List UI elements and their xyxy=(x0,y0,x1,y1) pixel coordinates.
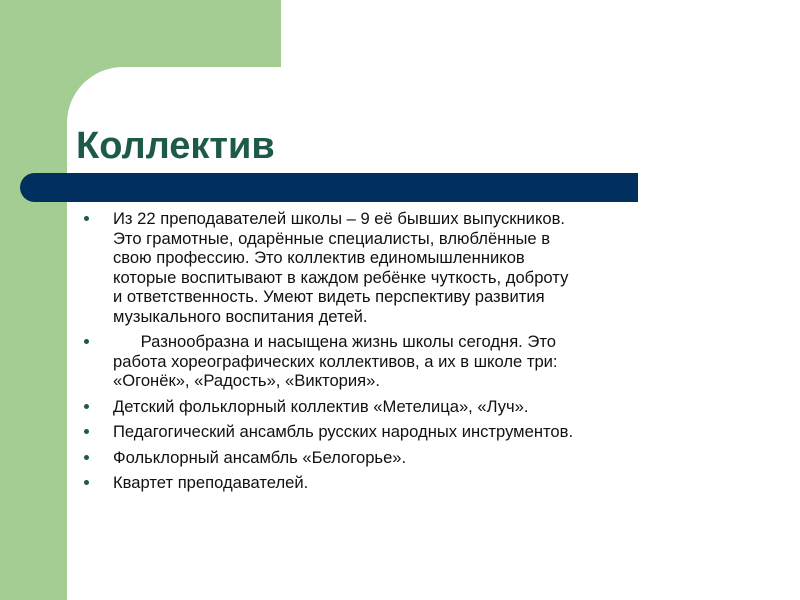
bullet-list xyxy=(84,209,734,499)
bullet-line: свою профессию. Это коллектив единомышленников xyxy=(113,248,525,267)
bullet-line: Из 22 преподавателей школы – 9 её бывших выпускников. xyxy=(113,209,566,228)
bullet-item xyxy=(84,473,734,493)
bullet-dot-icon xyxy=(84,429,89,434)
bullet-line: музыкального воспитания детей. xyxy=(113,306,368,326)
title-underline-bar xyxy=(20,173,638,202)
bullet-item xyxy=(84,332,734,391)
bullet-dot-icon xyxy=(84,404,89,409)
bullet-line: которые воспитывают в каждом ребёнке чуткость, доброту xyxy=(113,267,569,287)
bullet-line: Разнообразна и насыщена жизнь школы сегодня. Это xyxy=(113,332,556,351)
bullet-line: Детский фольклорный коллектив «Метелица», «Луч». xyxy=(113,396,529,416)
bullet-item xyxy=(84,209,734,326)
bullet-line: Фольклорный ансамбль «Белогорье». xyxy=(113,447,407,467)
bullet-line: Это грамотные, одарённые специалисты, влюблённые в xyxy=(113,228,551,248)
bullet-line: работа хореографических коллективов, а их в школе три: xyxy=(113,351,558,371)
bullet-line: «Огонёк», «Радость», «Виктория». xyxy=(113,371,381,390)
bullet-line: Педагогический ансамбль русских народных инструментов. xyxy=(113,422,574,441)
bullet-line: и ответственность. Умеют видеть перспективу развития xyxy=(113,287,545,306)
bullet-item xyxy=(84,448,734,468)
bullet-item xyxy=(84,397,734,417)
bullet-dot-icon xyxy=(84,216,89,221)
bullet-dot-icon xyxy=(84,339,89,344)
slide-title: Коллектив xyxy=(76,125,275,167)
bullet-item xyxy=(84,422,734,442)
bullet-dot-icon xyxy=(84,455,89,460)
bullet-dot-icon xyxy=(84,480,89,485)
bullet-line: Квартет преподавателей. xyxy=(113,473,309,492)
